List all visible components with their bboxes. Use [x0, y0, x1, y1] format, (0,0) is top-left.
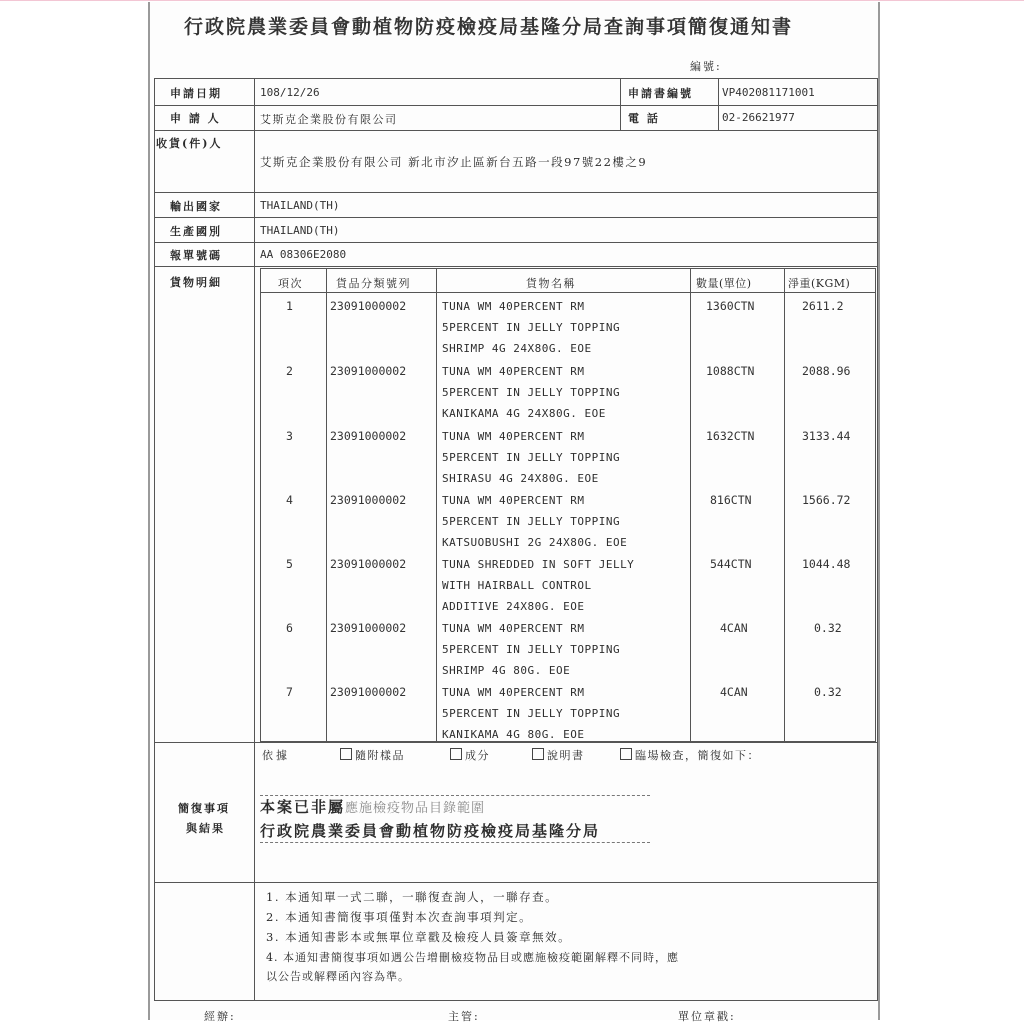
goods-col-divider — [784, 268, 785, 742]
row-divider — [154, 217, 878, 218]
goods-row-quantity: 1632CTN — [706, 429, 755, 443]
origin-country-value: THAILAND(TH) — [260, 224, 340, 237]
top-edge-line — [0, 0, 1024, 1]
notes-label-divider — [254, 882, 255, 1001]
column-divider — [718, 78, 719, 130]
basis-label: 依據 — [262, 749, 290, 762]
phone-value: 02-26621977 — [722, 111, 795, 124]
note-3: 3. 本通知書影本或無單位章戳及檢疫人員簽章無效。 — [266, 930, 572, 944]
goods-row-name: TUNA WM 40PERCENT RM 5PERCENT IN JELLY TOPPING SHRIMP 4G 24X80G. EOE — [442, 300, 621, 355]
unit-seal-label: 單位章戳: — [678, 1010, 736, 1023]
export-country-value: THAILAND(TH) — [260, 199, 340, 212]
goods-row-weight: 0.32 — [814, 621, 842, 635]
row-divider — [154, 130, 878, 131]
document-title: 行政院農業委員會動植物防疫檢疫局基隆分局查詢事項簡復通知書 — [184, 16, 794, 38]
col-header-quantity: 數量(單位) — [696, 277, 752, 290]
goods-col-divider — [690, 268, 691, 742]
goods-row-name: TUNA WM 40PERCENT RM 5PERCENT IN JELLY TOPPING KATSUOBUSHI 2G 24X80G. EOE — [442, 494, 628, 549]
goods-section-label: 貨物明細 — [170, 276, 222, 289]
origin-country-label: 生產國別 — [170, 225, 222, 238]
application-no-label: 申請書編號 — [628, 87, 693, 100]
goods-row-item: 5 — [286, 557, 293, 571]
goods-row-code: 23091000002 — [330, 685, 407, 699]
goods-row-quantity: 4CAN — [720, 685, 748, 699]
goods-col-divider — [326, 268, 327, 742]
row-divider — [154, 266, 878, 267]
stamp-line-2: 行政院農業委員會動植物防疫檢疫局基隆分局 — [260, 822, 601, 840]
row-divider — [154, 242, 878, 243]
goods-row-item: 4 — [286, 493, 293, 507]
goods-row-weight: 1566.72 — [802, 493, 851, 507]
goods-row-name: TUNA WM 40PERCENT RM 5PERCENT IN JELLY TOPPING KANIKAMA 4G 24X80G. EOE — [442, 365, 621, 420]
goods-row-weight: 2611.2 — [802, 299, 844, 313]
reply-result-stamp — [260, 795, 650, 843]
applicant-label: 申 請 人 — [170, 112, 221, 125]
checkbox-icon — [532, 748, 544, 760]
serial-number-label: 編號: — [690, 60, 722, 73]
note-4-continued: 以公告或解釋函內容為準。 — [266, 970, 410, 983]
row-divider — [154, 192, 878, 193]
reply-section-label-2: 與結果 — [186, 822, 225, 835]
col-header-name: 貨物名稱 — [526, 277, 576, 290]
declaration-no-label: 報單號碼 — [170, 249, 222, 262]
reply-label-divider — [254, 742, 255, 882]
goods-row-weight: 0.32 — [814, 685, 842, 699]
goods-row-item: 7 — [286, 685, 293, 699]
goods-row-quantity: 816CTN — [710, 493, 752, 507]
check-ingredients: 成分 — [450, 747, 490, 763]
notice-document — [148, 2, 880, 1023]
phone-label: 電 話 — [628, 112, 660, 125]
note-1: 1. 本通知單一式二聯，一聯復查詢人，一聯存查。 — [266, 890, 559, 904]
application-no-value: VP402081171001 — [722, 86, 815, 99]
column-divider — [620, 78, 621, 130]
goods-row-code: 23091000002 — [330, 557, 407, 571]
goods-row-item: 2 — [286, 364, 293, 378]
stamp-line-1: 本案已非屬應施檢疫物品目錄範圍 — [260, 798, 486, 816]
check-onsite: 臨場檢查，簡復如下： — [620, 747, 760, 763]
goods-row-code: 23091000002 — [330, 429, 407, 443]
goods-row-quantity: 544CTN — [710, 557, 752, 571]
goods-row-code: 23091000002 — [330, 493, 407, 507]
goods-row-weight: 1044.48 — [802, 557, 851, 571]
consignee-label: 收貨(件)人 — [156, 137, 223, 150]
reply-section-label: 簡復事項 — [178, 802, 230, 815]
note-2: 2. 本通知書簡復事項僅對本次查詢事項判定。 — [266, 910, 533, 924]
checkbox-icon — [340, 748, 352, 760]
check-manual: 說明書 — [532, 747, 585, 763]
goods-row-name: TUNA SHREDDED IN SOFT JELLY WITH HAIRBALL CONTROL ADDITIVE 24X80G. EOE — [442, 558, 635, 613]
goods-row-weight: 3133.44 — [802, 429, 851, 443]
goods-row-item: 6 — [286, 621, 293, 635]
goods-row-item: 1 — [286, 299, 293, 313]
label-column-divider — [254, 78, 255, 742]
row-divider — [154, 105, 878, 106]
checkbox-icon — [620, 748, 632, 760]
checkbox-icon — [450, 748, 462, 760]
goods-row-code: 23091000002 — [330, 621, 407, 635]
applicant-value: 艾斯克企業股份有限公司 — [260, 113, 398, 126]
check-samples: 隨附樣品 — [340, 747, 405, 763]
col-header-weight: 淨重(KGM) — [788, 277, 851, 290]
goods-row-quantity: 1360CTN — [706, 299, 755, 313]
goods-row-name: TUNA WM 40PERCENT RM 5PERCENT IN JELLY TOPPING KANIKAMA 4G 80G. EOE — [442, 686, 621, 741]
apply-date-label: 申請日期 — [170, 87, 222, 100]
consignee-value: 艾斯克企業股份有限公司 新北市汐止區新台五路一段97號22樓之9 — [260, 155, 648, 169]
goods-row-quantity: 4CAN — [720, 621, 748, 635]
reply-section-top — [154, 742, 878, 743]
goods-row-item: 3 — [286, 429, 293, 443]
note-4: 4. 本通知書簡復事項如遇公告增刪檢疫物品目或應施檢疫範圍解釋不同時，應 — [266, 951, 679, 964]
export-country-label: 輸出國家 — [170, 200, 222, 213]
declaration-no-value: AA 08306E2080 — [260, 248, 347, 261]
notes-section-top — [154, 882, 878, 883]
handler-label: 經辦: — [204, 1010, 236, 1023]
goods-row-name: TUNA WM 40PERCENT RM 5PERCENT IN JELLY TOPPING SHIRASU 4G 24X80G. EOE — [442, 430, 621, 485]
goods-row-quantity: 1088CTN — [706, 364, 755, 378]
goods-col-divider — [436, 268, 437, 742]
goods-row-code: 23091000002 — [330, 299, 407, 313]
goods-row-code: 23091000002 — [330, 364, 407, 378]
col-header-code: 貨品分類號列 — [336, 277, 411, 290]
col-header-item: 項次 — [278, 277, 303, 290]
apply-date-value: 108/12/26 — [260, 86, 320, 99]
goods-row-weight: 2088.96 — [802, 364, 851, 378]
supervisor-label: 主管: — [448, 1010, 480, 1023]
goods-row-name: TUNA WM 40PERCENT RM 5PERCENT IN JELLY TOPPING SHRIMP 4G 80G. EOE — [442, 622, 621, 677]
